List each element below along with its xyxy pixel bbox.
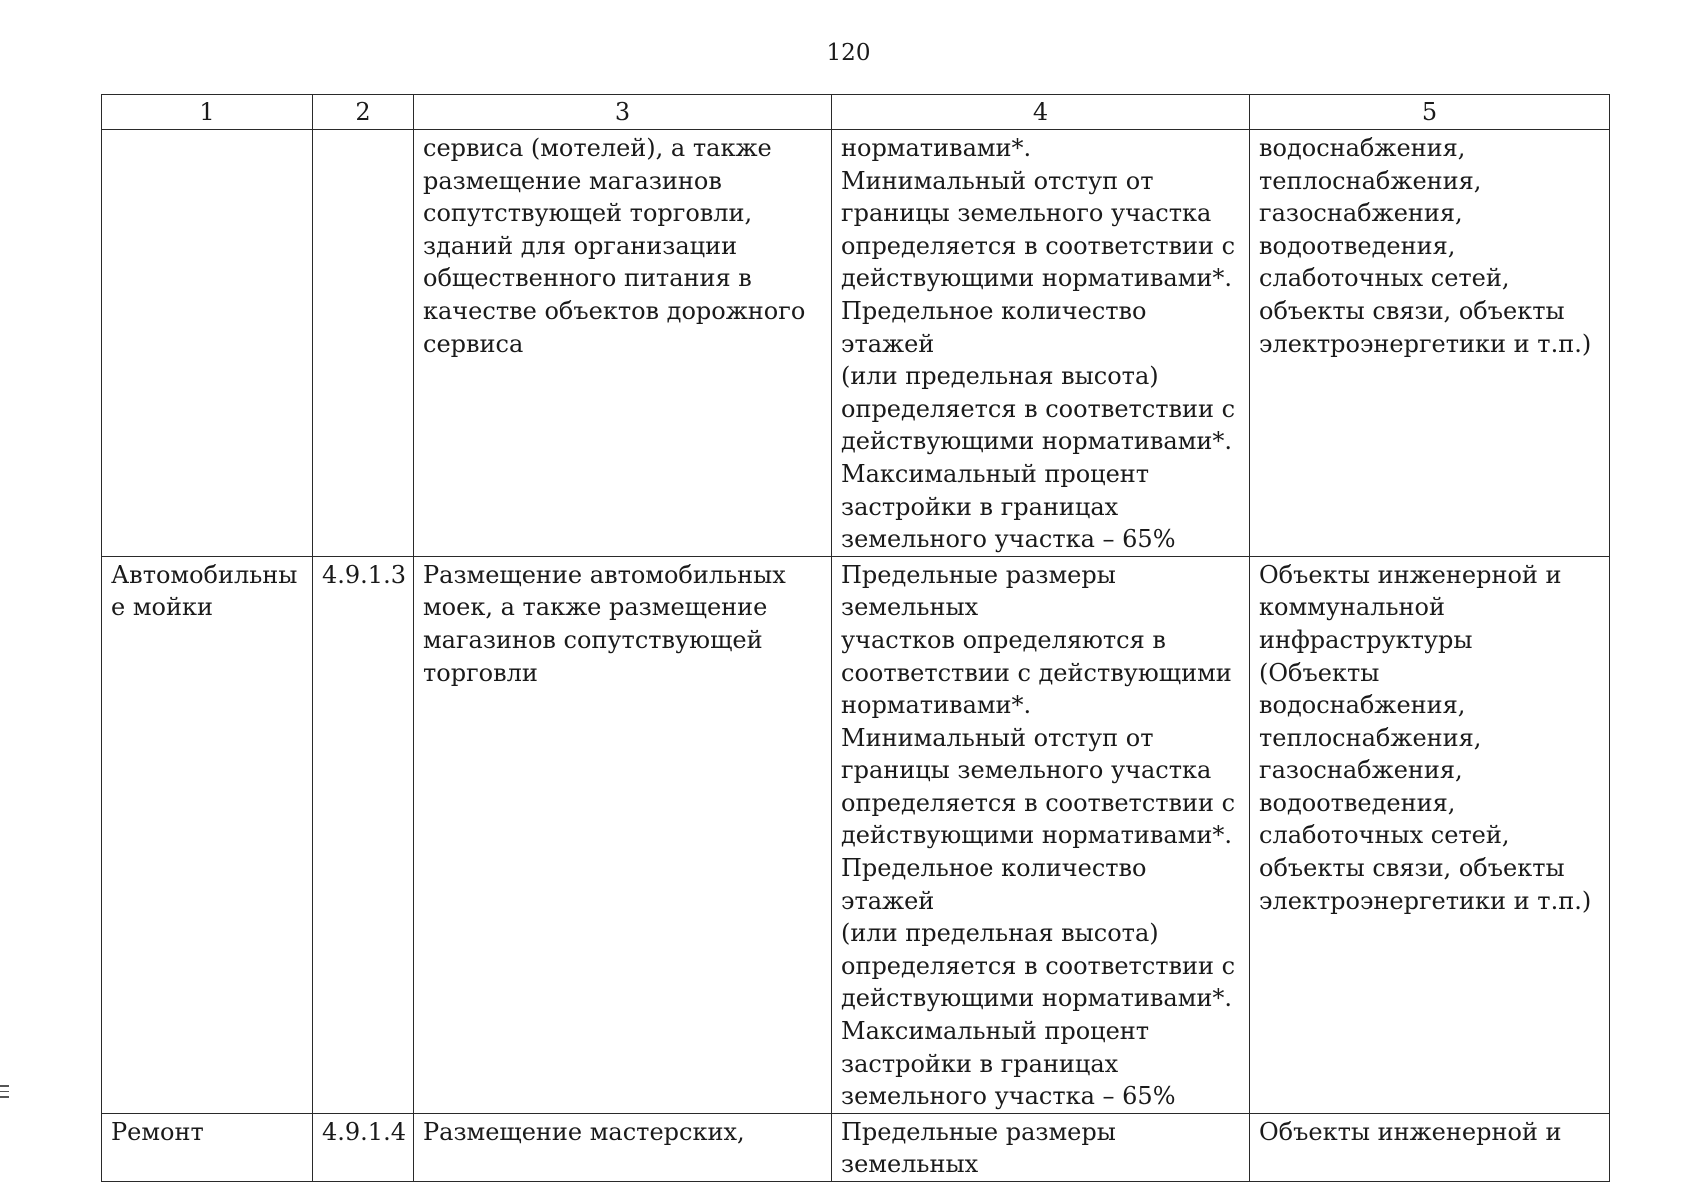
column-header-5: 5 [1250, 95, 1610, 130]
use-code-cell [313, 130, 414, 557]
parameters-cell: нормативами*. Минимальный отступ от границы земельного участка определяется в соответствии с действующими нормативами*. Предельное количество этажей (или предельная высота) определяется в соответствии с действующими нормативами*. Максимальный процент застройки в границах земельного участка – 65% [832, 130, 1250, 557]
infrastructure-cell: водоснабжения, теплоснабжения, газоснабжения, водоотведения, слаботочных сетей, объекты связи, объекты электроэнергетики и т.п.) [1250, 130, 1610, 557]
table-header-row [102, 95, 1610, 130]
table-row [102, 556, 1610, 1113]
use-name-cell: Автомобильны е мойки [102, 556, 313, 1113]
parameters-cell: Предельные размеры земельных [832, 1113, 1250, 1181]
use-name-cell: Ремонт [102, 1113, 313, 1181]
description-cell: Размещение автомобильных моек, а также размещение магазинов сопутствующей торговли [414, 556, 832, 1113]
column-header-2: 2 [313, 95, 414, 130]
column-header-4: 4 [832, 95, 1250, 130]
table-row [102, 1113, 1610, 1181]
scan-edge-mark [0, 1085, 9, 1101]
description-cell: Размещение мастерских, [414, 1113, 832, 1181]
use-code-cell: 4.9.1.4 [313, 1113, 414, 1181]
use-code-cell: 4.9.1.3 [313, 556, 414, 1113]
page-number: 120 [826, 40, 871, 66]
column-header-1: 1 [102, 95, 313, 130]
parameters-cell: Предельные размеры земельных участков определяются в соответствии с действующими нормативами*. Минимальный отступ от границы земельного участка определяется в соответствии с действующими нормативами*. Предельное количество этажей (или предельная высота) определяется в соответствии с действующими нормативами*. Максимальный процент застройки в границах земельного участка – 65% [832, 556, 1250, 1113]
land-use-table [101, 94, 1610, 1182]
use-name-cell [102, 130, 313, 557]
table-row [102, 130, 1610, 557]
column-header-3: 3 [414, 95, 832, 130]
infrastructure-cell: Объекты инженерной и коммунальной инфраструктуры (Объекты водоснабжения, теплоснабжения, газоснабжения, водоотведения, слаботочных сетей, объекты связи, объекты электроэнергетики и т.п.) [1250, 556, 1610, 1113]
infrastructure-cell: Объекты инженерной и [1250, 1113, 1610, 1181]
description-cell: сервиса (мотелей), а также размещение магазинов сопутствующей торговли, зданий для организации общественного питания в качестве объектов дорожного сервиса [414, 130, 832, 557]
